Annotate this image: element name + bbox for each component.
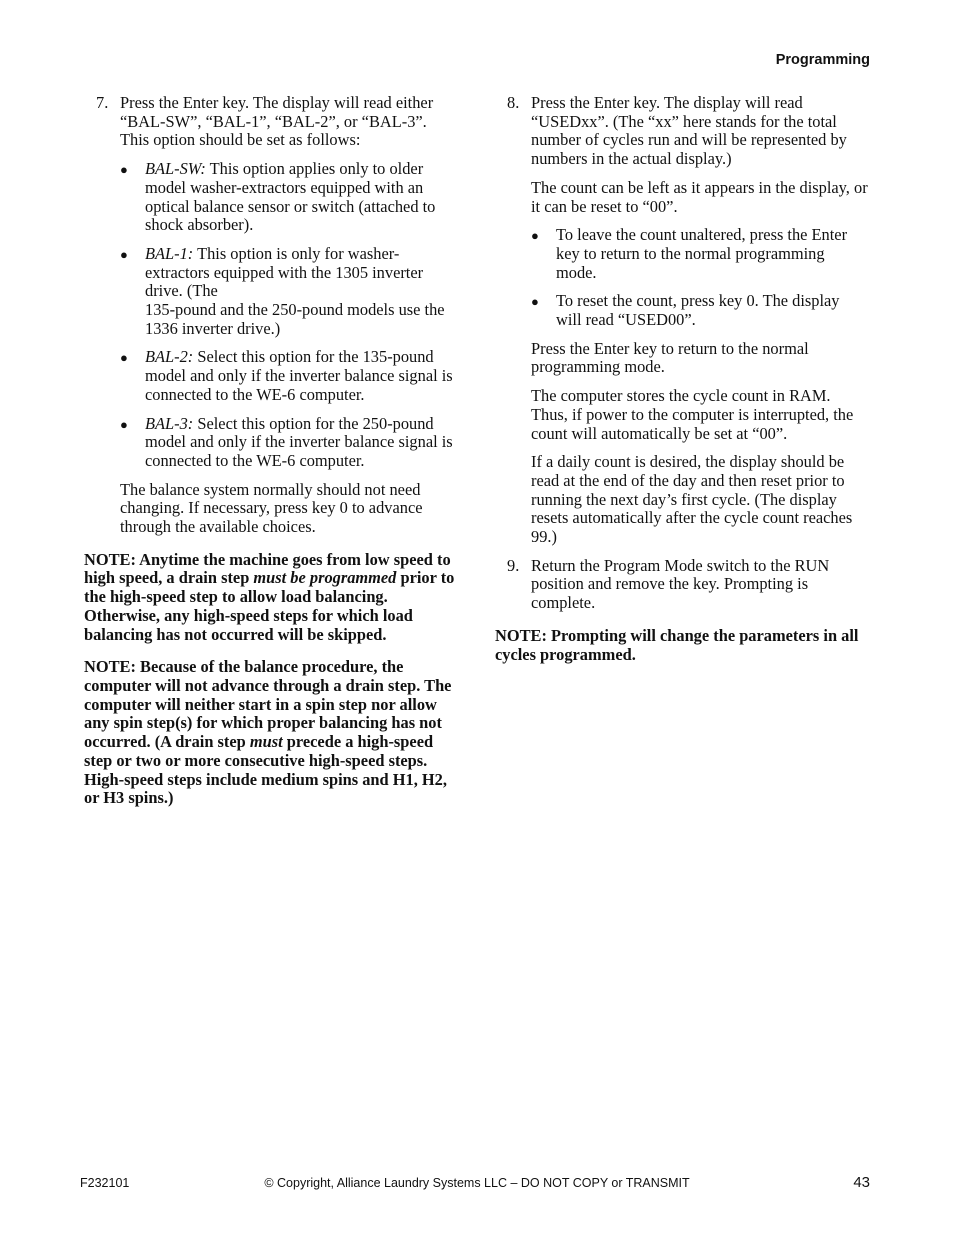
step-9	[495, 557, 869, 613]
option-term: BAL-1:	[145, 243, 194, 263]
list-item	[495, 292, 869, 329]
step-7	[84, 94, 458, 150]
paragraph: If a daily count is desired, the display should be read at the end of the day and then reset prior to running the next day’s first cycle. (The display resets automatically after the cycle count reaches 99.)	[531, 452, 853, 547]
note-text: prior to the high-speed step to allow load balancing. Otherwise, any high-speed steps for which load balancing has not occurred will be skipped.	[84, 568, 455, 644]
list-item	[84, 245, 458, 339]
list-item	[495, 226, 869, 282]
page-number: 43	[853, 1174, 870, 1191]
note-paragraph: NOTE: Prompting will change the parameters in all cycles programmed.	[495, 625, 859, 664]
option-text-continued: 135-pound and the 250-pound models use the 1336 inverter drive.)	[145, 300, 445, 338]
step-text: Press the Enter key. The display will read either “BAL-SW”, “BAL-1”, “BAL-2”, or “BAL-3”. This option should be set as follows:	[120, 93, 434, 150]
list-item	[84, 415, 458, 471]
bullet-icon: ●	[120, 246, 128, 262]
bullet-icon: ●	[120, 350, 128, 366]
step-number: 8.	[507, 93, 520, 112]
list-item	[84, 160, 458, 235]
option-term: BAL-3:	[145, 413, 194, 433]
bullet-icon: ●	[120, 416, 128, 432]
step-number: 7.	[96, 93, 109, 112]
paragraph: The count can be left as it appears in the display, or it can be reset to “00”.	[531, 177, 868, 216]
document-id: F232101	[80, 1176, 130, 1190]
step-number: 9.	[507, 555, 520, 575]
bullet-icon: ●	[531, 228, 539, 244]
note-paragraph	[84, 658, 458, 808]
right-column	[495, 94, 869, 678]
list-item	[84, 348, 458, 404]
step-text: Return the Program Mode switch to the RUN position and remove the key. Prompting is complete.	[531, 555, 830, 613]
section-header: Programming	[775, 52, 870, 68]
paragraph: The computer stores the cycle count in RAM. Thus, if power to the computer is interrupted, the count will automatically be set at “00”.	[531, 386, 854, 443]
bullet-text: To leave the count unaltered, press the Enter key to return to the normal programming mode.	[556, 225, 848, 282]
note-text: NOTE: Because of the balance procedure, the computer will not advance through a drain step. The computer will neither start in a spin step nor allow any spin step(s) for which proper balancing has not occurred. (A drain step	[84, 657, 452, 752]
bullet-icon: ●	[120, 162, 128, 178]
note-emphasis: must	[249, 732, 283, 752]
bullet-text: To reset the count, press key 0. The display will read “USED00”.	[556, 291, 840, 330]
step-text: Press the Enter key. The display will read “USEDxx”. (The “xx” here stands for the total number of cycles run and will be represented by numbers in the actual display.)	[531, 93, 847, 169]
note-emphasis: must be programmed	[253, 568, 397, 588]
note-paragraph	[84, 551, 458, 645]
bullet-icon: ●	[531, 294, 539, 310]
left-column	[84, 94, 458, 822]
option-term: BAL-SW:	[145, 159, 206, 179]
note-text: precede a high-speed step or two or more consecutive high-speed steps. High-speed steps include medium spins and H1, H2, or H3 spins.)	[84, 732, 447, 808]
option-term: BAL-2:	[145, 347, 194, 367]
option-text: Select this option for the 250-pound model and only if the inverter balance signal is connected to the WE-6 computer.	[145, 413, 453, 470]
paragraph: The balance system normally should not need changing. If necessary, press key 0 to advance through the available choices.	[120, 479, 423, 537]
paragraph: Press the Enter key to return to the normal programming mode.	[531, 338, 809, 377]
option-text: This option is only for washer-extractors equipped with the 1305 inverter drive. (The	[145, 243, 424, 301]
step-8	[495, 94, 869, 169]
copyright-notice: © Copyright, Alliance Laundry Systems LLC – DO NOT COPY or TRANSMIT	[264, 1176, 690, 1190]
note-text: NOTE: Anytime the machine goes from low speed to high speed, a drain step	[84, 549, 451, 588]
option-text: This option applies only to older model washer-extractors equipped with an optical balance sensor or switch (attached to shock absorber).	[145, 159, 436, 235]
option-text: Select this option for the 135-pound model and only if the inverter balance signal is connected to the WE-6 computer.	[145, 347, 453, 404]
